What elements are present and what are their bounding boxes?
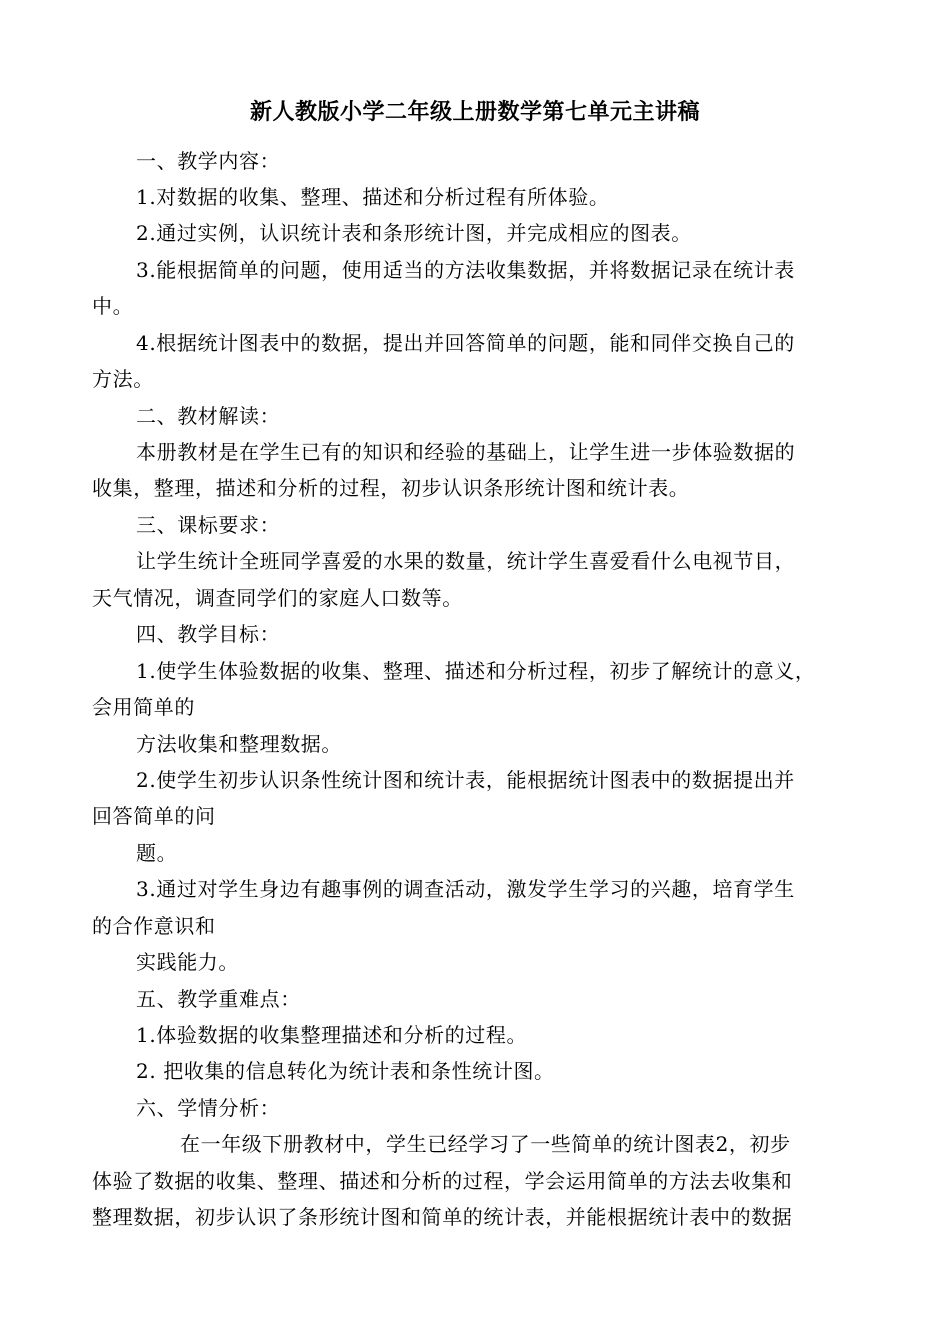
section-heading-key-difficulties: 五、教学重难点： bbox=[136, 987, 301, 1011]
paragraph-line: 的合作意识和 bbox=[92, 914, 216, 938]
section-heading-teaching-content: 一、教学内容： bbox=[136, 149, 281, 173]
paragraph-line: 整理数据，初步认识了条形统计图和简单的统计表，并能根据统计表中的数据 bbox=[92, 1205, 793, 1229]
paragraph-line: 中。 bbox=[92, 294, 134, 318]
paragraph-line: 题。 bbox=[136, 841, 178, 865]
paragraph-line: 实践能力。 bbox=[136, 950, 239, 974]
paragraph-line: 方法收集和整理数据。 bbox=[136, 732, 342, 756]
paragraph-line: 本册教材是在学生已有的知识和经验的基础上，让学生进一步体验数据的 bbox=[136, 440, 796, 464]
paragraph-line: 天气情况，调查同学们的家庭人口数等。 bbox=[92, 586, 463, 610]
paragraph-line: 方法。 bbox=[92, 367, 154, 391]
paragraph-line: 让学生统计全班同学喜爱的水果的数量，统计学生喜爱看什么电视节目， bbox=[136, 549, 796, 573]
paragraph-line: 4.根据统计图表中的数据，提出并回答简单的问题，能和同伴交换自己的 bbox=[136, 331, 795, 355]
paragraph-line: 1.使学生体验数据的收集、整理、描述和分析过程，初步了解统计的意义， bbox=[136, 659, 816, 683]
paragraph-line: 体验了数据的收集、整理、描述和分析的过程，学会运用简单的方法去收集和 bbox=[92, 1169, 793, 1193]
document-title: 新人教版小学二年级上册数学第七单元主讲稿 bbox=[249, 100, 700, 125]
paragraph-line: 1.对数据的收集、整理、描述和分析过程有所体验。 bbox=[136, 185, 610, 209]
section-heading-textbook-reading: 二、教材解读： bbox=[136, 404, 281, 428]
paragraph-line: 在一年级下册教材中，学生已经学习了一些简单的统计图表2，初步 bbox=[180, 1132, 791, 1156]
section-heading-student-analysis: 六、学情分析： bbox=[136, 1096, 281, 1120]
paragraph-line: 回答简单的问 bbox=[92, 804, 216, 828]
paragraph-line: 会用简单的 bbox=[92, 695, 195, 719]
paragraph-line: 1.体验数据的收集整理描述和分析的过程。 bbox=[136, 1023, 528, 1047]
paragraph-line: 2.使学生初步认识条性统计图和统计表，能根据统计图表中的数据提出并 bbox=[136, 768, 795, 792]
paragraph-line: 收集，整理，描述和分析的过程，初步认识条形统计图和统计表。 bbox=[92, 476, 690, 500]
paragraph-line: 2.通过实例，认识统计表和条形统计图，并完成相应的图表。 bbox=[136, 221, 692, 245]
paragraph-line: 2. 把收集的信息转化为统计表和条性统计图。 bbox=[136, 1059, 555, 1083]
paragraph-line: 3.通过对学生身边有趣事例的调查活动，激发学生学习的兴趣，培育学生 bbox=[136, 877, 795, 901]
section-heading-curriculum-requirements: 三、课标要求： bbox=[136, 513, 281, 537]
paragraph-line: 3.能根据简单的问题，使用适当的方法收集数据，并将数据记录在统计表 bbox=[136, 258, 795, 282]
section-heading-teaching-goals: 四、教学目标： bbox=[136, 622, 281, 646]
